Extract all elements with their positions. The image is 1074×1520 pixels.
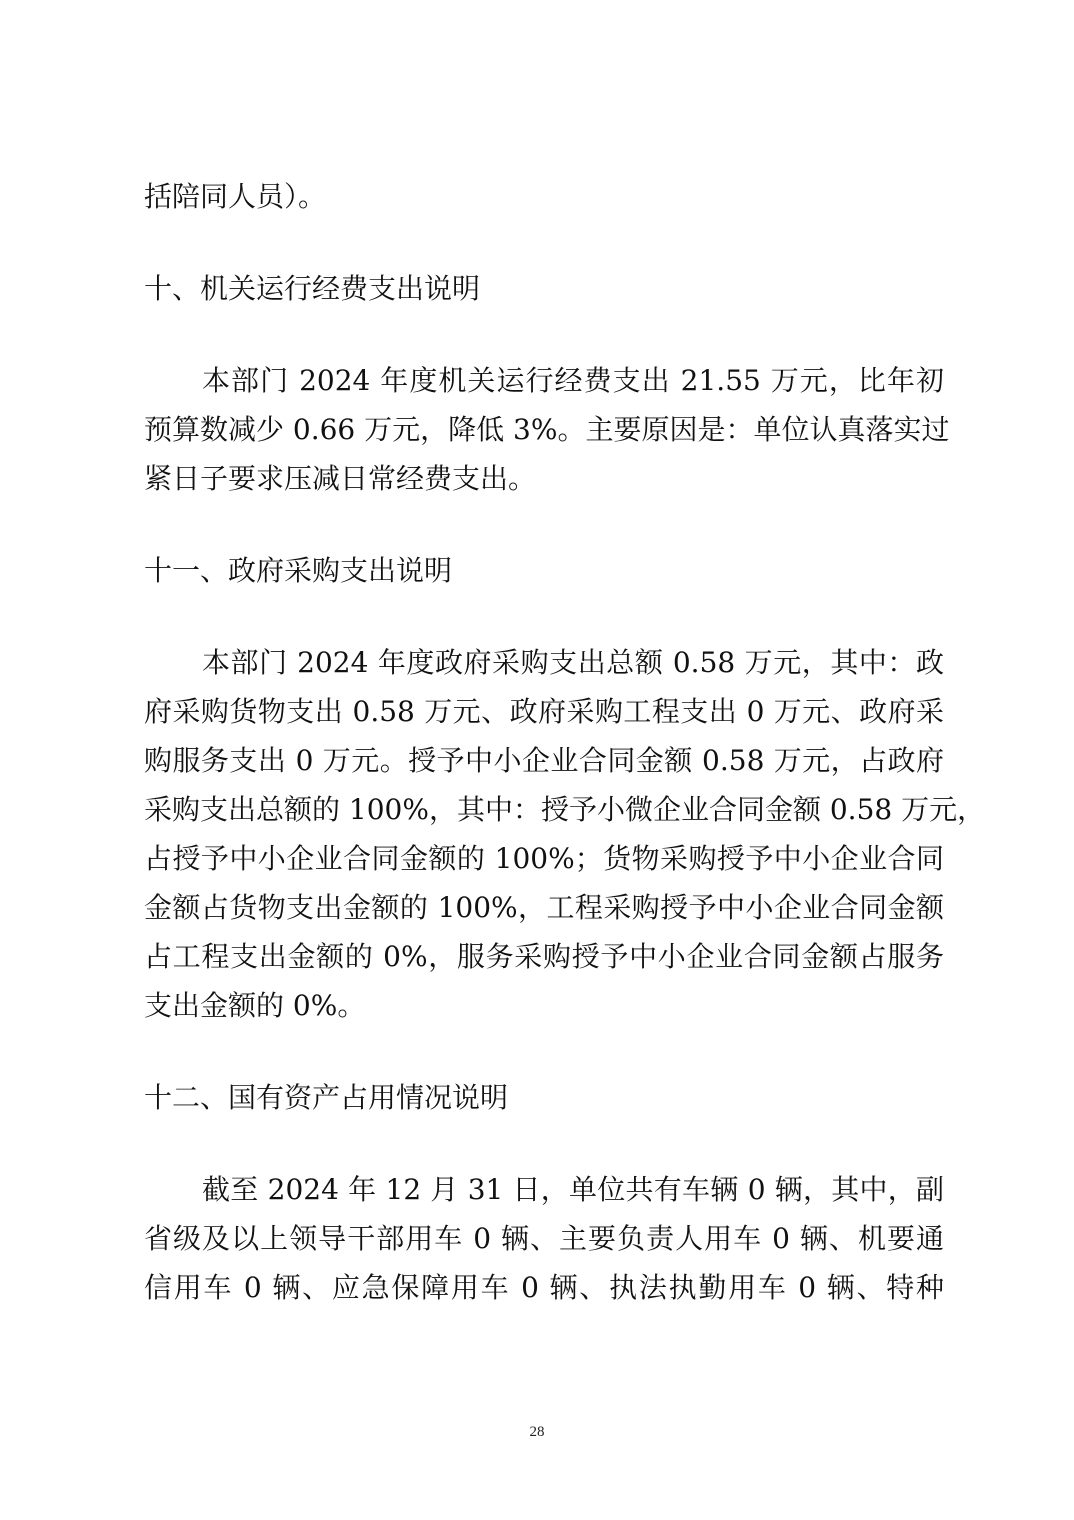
text-line: 截至 2024 年 12 月 31 日，单位共有车辆 0 辆，其中，副: [202, 1173, 944, 1206]
paragraph-operating-expenses: [144, 356, 950, 503]
paragraph-state-assets: [144, 1165, 944, 1312]
text-line: 省级及以上领导干部用车 0 辆、主要负责人用车 0 辆、机要通: [144, 1222, 944, 1255]
paragraph-government-procurement: [144, 638, 986, 1030]
text-line: 紧日子要求压减日常经费支出。: [144, 462, 537, 495]
text-line: 支出金额的 0%。: [144, 989, 366, 1022]
section-heading-government-procurement: 十一、政府采购支出说明: [144, 554, 453, 587]
text-line: 金额占货物支出金额的 100%，工程采购授予中小企业合同金额: [144, 891, 944, 924]
text-line: 信用车 0 辆、应急保障用车 0 辆、执法执勤用车 0 辆、特种: [144, 1271, 944, 1304]
text-line: 预算数减少 0.66 万元，降低 3%。主要原因是：单位认真落实过: [144, 413, 950, 446]
text-line: 占授予中小企业合同金额的 100%；货物采购授予中小企业合同: [144, 842, 944, 875]
text-line: 本部门 2024 年度政府采购支出总额 0.58 万元，其中：政: [202, 646, 944, 679]
page-number: 28: [529, 1424, 545, 1440]
text-line: 括陪同人员）。: [144, 180, 327, 213]
text-line: 占工程支出金额的 0%，服务采购授予中小企业合同金额占服务: [144, 940, 944, 973]
text-line: 购服务支出 0 万元。授予中小企业合同金额 0.58 万元，占政府: [144, 744, 944, 777]
text-line: 本部门 2024 年度机关运行经费支出 21.55 万元，比年初: [202, 364, 944, 397]
paragraph-continuation: [144, 172, 944, 221]
section-heading-state-assets: 十二、国有资产占用情况说明: [144, 1081, 509, 1114]
document-body: [144, 172, 986, 1312]
text-line: 府采购货物支出 0.58 万元、政府采购工程支出 0 万元、政府采: [144, 695, 944, 728]
section-heading-operating-expenses: 十、机关运行经费支出说明: [144, 272, 481, 305]
text-line: 采购支出总额的 100%，其中：授予小微企业合同金额 0.58 万元，: [144, 793, 986, 826]
